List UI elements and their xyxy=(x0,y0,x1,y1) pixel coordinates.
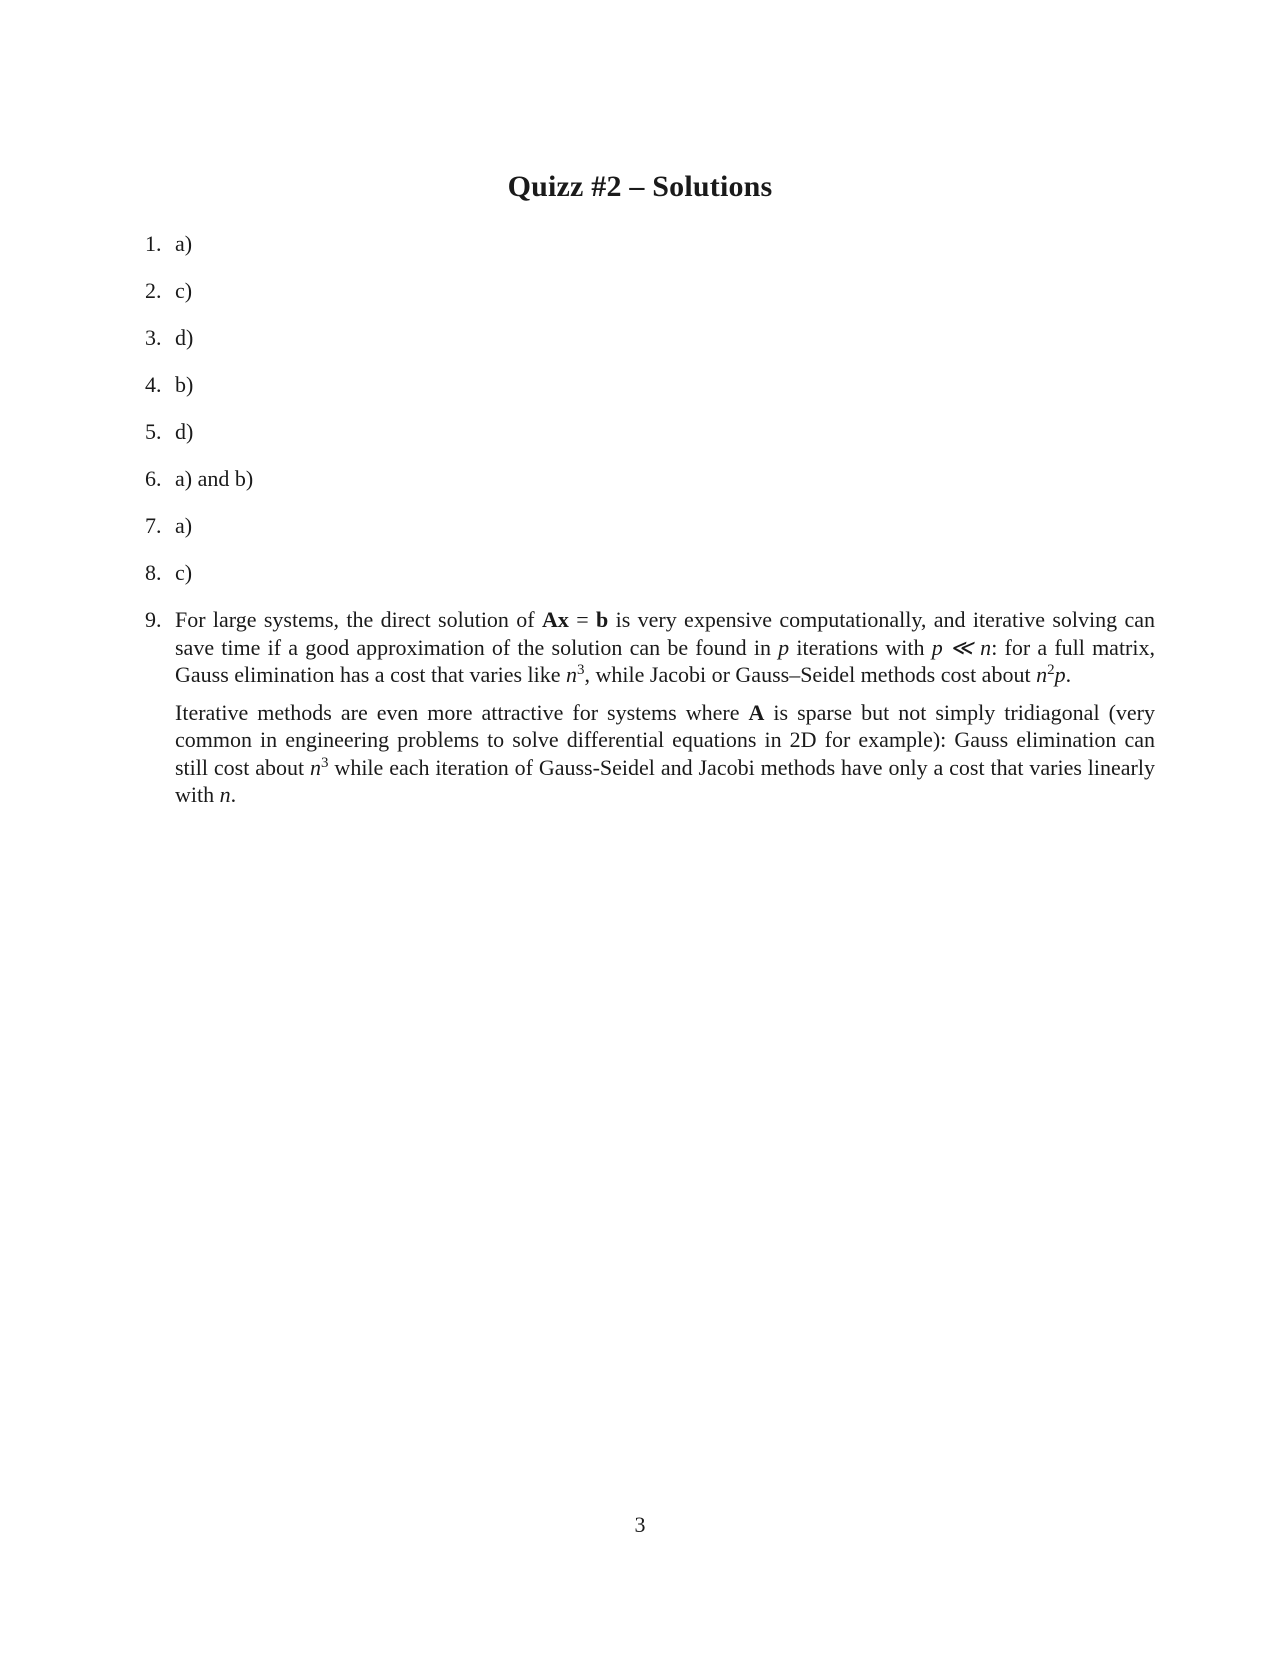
list-item xyxy=(145,418,1155,446)
page-number: 3 xyxy=(634,1512,646,1537)
page-title: Quizz #2 – Solutions xyxy=(507,170,773,203)
item-number: 5. xyxy=(145,419,162,444)
answer-text: b) xyxy=(175,372,194,397)
text-run: . xyxy=(230,782,237,807)
item-number: 1. xyxy=(145,231,162,256)
q9-paragraph-2 xyxy=(175,699,1155,809)
text-run: : for a full matrix, Gauss elimination has a cost that varies like xyxy=(175,634,1155,687)
text-run: iterations with xyxy=(789,634,932,660)
text-run: Iterative methods are even more attractive for systems where xyxy=(175,699,749,725)
list-item-q9 xyxy=(145,606,1155,809)
math-bold-A: A xyxy=(748,699,765,725)
math-n: n xyxy=(219,782,231,807)
answer-text: d) xyxy=(175,325,194,350)
text-run: is sparse but not simply tridiagonal (very common in engineering problems to solve differential equations in 2D for example): Gauss elimination can still cost about xyxy=(175,699,1155,780)
item-number: 3. xyxy=(145,325,162,350)
text-run: . xyxy=(1065,662,1072,687)
exponent: 3 xyxy=(577,662,585,678)
list-item xyxy=(145,277,1155,305)
answer-list xyxy=(145,230,1155,828)
answer-text: a) xyxy=(175,231,193,256)
text-run: , while Jacobi or Gauss–Seidel methods cost about xyxy=(584,662,1037,687)
exponent: 2 xyxy=(1047,662,1055,678)
item-number: 9. xyxy=(145,607,162,632)
q9-paragraph-1 xyxy=(175,606,1155,689)
item-number: 2. xyxy=(145,278,162,303)
math-bold-b: b xyxy=(595,607,609,632)
list-item xyxy=(145,371,1155,399)
list-item xyxy=(145,512,1155,540)
list-item xyxy=(145,230,1155,258)
answer-text: d) xyxy=(175,419,194,444)
answer-text: c) xyxy=(175,278,193,303)
math-n: n xyxy=(566,662,578,687)
answer-text: a) xyxy=(175,513,193,538)
math-equals: = xyxy=(568,607,596,632)
list-item xyxy=(145,465,1155,493)
math-p: p xyxy=(1054,662,1066,687)
item-number: 7. xyxy=(145,513,162,538)
answer-text: a) and b) xyxy=(175,466,254,491)
item-number: 8. xyxy=(145,560,162,585)
math-n: n xyxy=(1036,662,1048,687)
math-n: n xyxy=(310,754,322,780)
math-bold-Ax: Ax xyxy=(541,607,569,632)
item-number: 4. xyxy=(145,372,162,397)
answer-text: c) xyxy=(175,560,193,585)
exponent: 3 xyxy=(321,754,329,771)
item-number: 6. xyxy=(145,466,162,491)
list-item xyxy=(145,559,1155,587)
text-run: is very expensive computationally, and iterative solving can save time if a good approximation of the solution can be found in xyxy=(175,607,1155,660)
text-run: For large systems, the direct solution of xyxy=(175,607,542,632)
math-p-much-less-n: p ≪ n xyxy=(931,634,992,660)
list-item xyxy=(145,324,1155,352)
math-p: p xyxy=(778,634,790,660)
text-run: while each iteration of Gauss-Seidel and Jacobi methods have only a cost that varies linearly with xyxy=(175,754,1156,807)
